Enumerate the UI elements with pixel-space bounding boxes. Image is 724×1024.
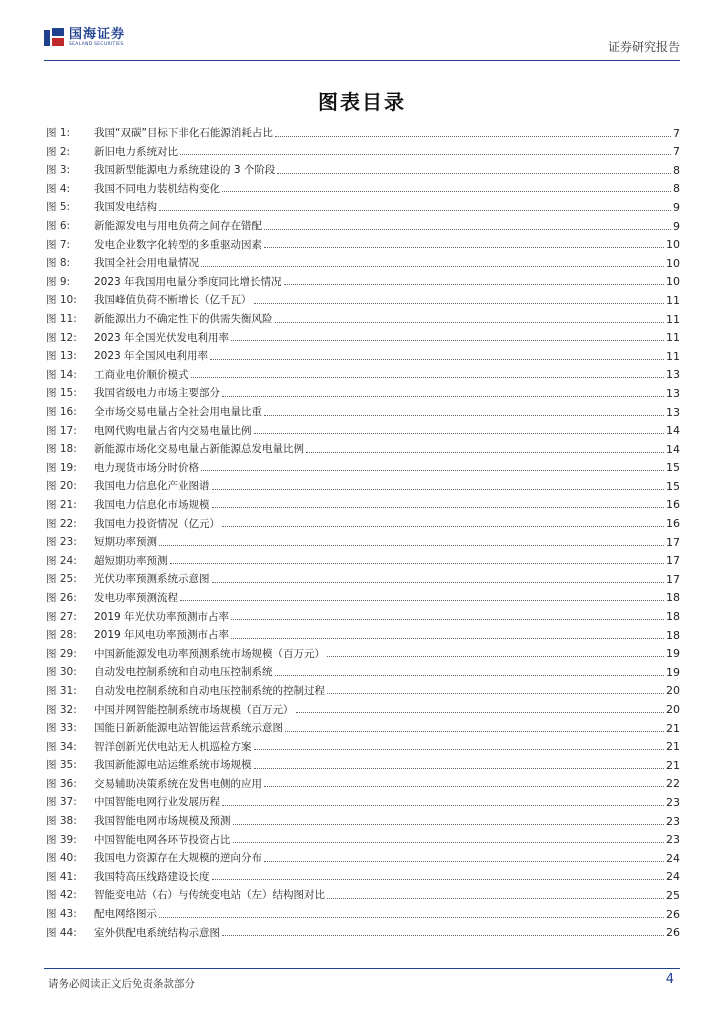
toc-figure-number: 图 39: — [46, 833, 77, 846]
toc-figure-number: 图 36: — [46, 777, 77, 790]
toc-figure-number: 图 40: — [46, 852, 77, 865]
toc-entry[interactable] — [46, 399, 680, 418]
toc-figure-number: 图 21: — [46, 498, 77, 511]
toc-entry[interactable] — [46, 120, 680, 139]
toc-page-number: 20 — [666, 703, 680, 716]
toc-caption: 新能源发电与用电负荷之间存在错配 — [94, 220, 262, 233]
toc-caption: 2023 年全国光伏发电利用率 — [94, 331, 230, 344]
footer-divider — [44, 968, 680, 969]
toc-page-number: 11 — [666, 331, 680, 345]
toc-page-number: 21 — [666, 721, 680, 735]
company-logo — [44, 28, 125, 48]
toc-figure-number: 图 41: — [46, 870, 77, 883]
toc-figure-number: 图 29: — [46, 647, 77, 660]
toc-figure-number: 图 25: — [46, 573, 77, 586]
toc-entry[interactable] — [46, 306, 680, 325]
toc-page-number: 15 — [666, 479, 680, 493]
toc-caption: 2023 年我国用电量分季度同比增长情况 — [94, 275, 282, 288]
figure-table-of-contents — [46, 120, 680, 938]
toc-entry[interactable] — [46, 250, 680, 269]
toc-entry[interactable] — [46, 901, 680, 920]
toc-page-number: 25 — [666, 888, 680, 902]
toc-caption: 智洋创新光伏电站无人机巡检方案 — [94, 740, 252, 753]
toc-figure-number: 图 9: — [46, 275, 71, 288]
toc-entry[interactable] — [46, 771, 680, 790]
toc-leader-dots — [275, 674, 665, 676]
toc-entry[interactable] — [46, 380, 680, 399]
toc-figure-number: 图 14: — [46, 368, 77, 381]
toc-figure-number: 图 13: — [46, 350, 77, 363]
toc-leader-dots — [264, 414, 664, 416]
toc-entry[interactable] — [46, 789, 680, 808]
toc-caption: 2019 年光伏功率预测市占率 — [94, 610, 230, 623]
toc-leader-dots — [210, 358, 664, 360]
toc-caption: 中国并网智能控制系统市场规模（百万元） — [94, 703, 294, 716]
toc-caption: 全市场交易电量占全社会用电量比重 — [94, 406, 262, 418]
toc-caption: 新能源市场化交易电量占新能源总发电量比例 — [94, 443, 304, 456]
toc-page-number: 24 — [666, 851, 680, 865]
toc-leader-dots — [254, 767, 665, 769]
toc-figure-number: 图 18: — [46, 443, 77, 456]
toc-caption: 短期功率预测 — [94, 536, 157, 549]
toc-entry[interactable] — [46, 232, 680, 251]
toc-page-number: 11 — [666, 312, 680, 326]
toc-entry[interactable] — [46, 827, 680, 846]
toc-figure-number: 图 15: — [46, 387, 77, 400]
toc-caption: 我国新型能源电力系统建设的 3 个阶段 — [94, 164, 276, 177]
toc-figure-number: 图 34: — [46, 740, 77, 753]
toc-figure-number: 图 1: — [46, 127, 71, 140]
toc-figure-number: 图 10: — [46, 294, 77, 307]
toc-figure-number: 图 3: — [46, 164, 71, 177]
toc-entry[interactable] — [46, 176, 680, 195]
toc-caption: 我国发电结构 — [94, 201, 157, 214]
toc-page-number: 19 — [666, 665, 680, 679]
toc-leader-dots — [180, 599, 664, 601]
toc-page-number: 9 — [673, 219, 680, 233]
toc-entry[interactable] — [46, 473, 680, 492]
toc-entry[interactable] — [46, 715, 680, 734]
toc-page-number: 24 — [666, 870, 680, 884]
toc-figure-number: 图 37: — [46, 796, 77, 809]
toc-page-number: 23 — [666, 795, 680, 809]
toc-entry[interactable] — [46, 603, 680, 622]
toc-leader-dots — [191, 376, 665, 378]
toc-figure-number: 图 26: — [46, 591, 77, 604]
toc-leader-dots — [285, 730, 664, 732]
toc-entry[interactable] — [46, 157, 680, 176]
toc-page-number: 16 — [666, 517, 680, 531]
toc-figure-number: 图 43: — [46, 908, 77, 921]
toc-figure-number: 图 20: — [46, 480, 77, 493]
toc-caption: 我国不同电力装机结构变化 — [94, 182, 220, 195]
toc-page-number: 8 — [673, 163, 680, 177]
toc-caption: 新能源出力不确定性下的供需失衡风险 — [94, 313, 273, 326]
toc-leader-dots — [264, 860, 664, 862]
toc-leader-dots — [231, 637, 664, 639]
toc-figure-number: 图 22: — [46, 517, 77, 530]
toc-leader-dots — [222, 190, 671, 192]
toc-figure-number: 图 31: — [46, 684, 77, 697]
toc-page-number: 23 — [666, 833, 680, 847]
toc-entry[interactable] — [46, 343, 680, 362]
toc-entry[interactable] — [46, 659, 680, 678]
toc-page-number: 16 — [666, 498, 680, 512]
toc-leader-dots — [222, 395, 664, 397]
toc-leader-dots — [284, 283, 664, 285]
footer-disclaimer: 请务必阅读正文后免责条款部分 — [48, 978, 195, 990]
toc-figure-number: 图 27: — [46, 610, 77, 623]
toc-caption: 室外供配电系统结构示意图 — [94, 926, 220, 939]
toc-caption: 中国智能电网行业发展历程 — [94, 796, 220, 809]
toc-figure-number: 图 24: — [46, 554, 77, 567]
toc-caption: 我国峰值负荷不断增长（亿千瓦） — [94, 294, 252, 307]
toc-figure-number: 图 33: — [46, 722, 77, 735]
toc-caption: 电力现货市场分时价格 — [94, 461, 199, 474]
toc-entry[interactable] — [46, 362, 680, 381]
toc-caption: 国能日新新能源电站智能运营系统示意图 — [94, 722, 283, 735]
toc-figure-number: 图 42: — [46, 889, 77, 902]
toc-page-number: 17 — [666, 554, 680, 568]
toc-leader-dots — [327, 897, 664, 899]
toc-figure-number: 图 17: — [46, 424, 77, 437]
toc-caption: 我国电力资源存在大规模的逆向分布 — [94, 852, 262, 865]
toc-page-number: 19 — [666, 647, 680, 661]
toc-entry[interactable] — [46, 622, 680, 641]
toc-page-number: 26 — [666, 926, 680, 940]
toc-page-number: 8 — [673, 182, 680, 196]
toc-page-number: 15 — [666, 461, 680, 475]
toc-entry[interactable] — [46, 269, 680, 288]
toc-page-number: 14 — [666, 424, 680, 438]
toc-leader-dots — [231, 339, 664, 341]
toc-caption: 2019 年风电功率预测市占率 — [94, 629, 230, 642]
toc-leader-dots — [264, 228, 671, 230]
toc-entry[interactable] — [46, 548, 680, 567]
toc-entry[interactable] — [46, 920, 680, 939]
toc-figure-number: 图 6: — [46, 220, 71, 233]
toc-leader-dots — [212, 488, 665, 490]
toc-page-number: 21 — [666, 758, 680, 772]
toc-page-number: 10 — [666, 238, 680, 252]
toc-entry[interactable] — [46, 213, 680, 232]
toc-caption: 中国新能源发电功率预测系统市场规模（百万元） — [94, 647, 325, 660]
toc-figure-number: 图 32: — [46, 703, 77, 716]
toc-figure-number: 图 30: — [46, 666, 77, 679]
toc-figure-number: 图 2: — [46, 145, 71, 158]
toc-figure-number: 图 23: — [46, 536, 77, 549]
toc-leader-dots — [254, 432, 665, 434]
toc-entry[interactable] — [46, 752, 680, 771]
toc-caption: 我国电力投资情况（亿元） — [94, 517, 220, 530]
toc-leader-dots — [264, 785, 664, 787]
toc-caption: 新旧电力系统对比 — [94, 145, 178, 158]
toc-entry[interactable] — [46, 864, 680, 883]
toc-page-number: 11 — [666, 293, 680, 307]
toc-entry[interactable] — [46, 194, 680, 213]
toc-entry[interactable] — [46, 492, 680, 511]
toc-leader-dots — [159, 544, 664, 546]
toc-entry[interactable] — [46, 734, 680, 753]
toc-entry[interactable] — [46, 585, 680, 604]
toc-caption: 我国特高压线路建设长度 — [94, 870, 210, 883]
logo-mark-icon — [44, 28, 64, 48]
toc-caption: 自动发电控制系统和自动电压控制系统 — [94, 666, 273, 679]
toc-entry[interactable] — [46, 882, 680, 901]
toc-page-number: 23 — [666, 814, 680, 828]
toc-leader-dots — [275, 321, 665, 323]
toc-leader-dots — [180, 153, 671, 155]
toc-figure-number: 图 19: — [46, 461, 77, 474]
report-type-label: 证券研究报告 — [607, 40, 680, 54]
toc-leader-dots — [212, 506, 665, 508]
toc-leader-dots — [222, 804, 664, 806]
toc-figure-number: 图 7: — [46, 238, 71, 251]
toc-page-number: 26 — [666, 907, 680, 921]
toc-leader-dots — [159, 916, 664, 918]
toc-page-number: 18 — [666, 591, 680, 605]
toc-caption: 我国新能源电站运维系统市场规模 — [94, 759, 252, 772]
toc-entry[interactable] — [46, 566, 680, 585]
toc-leader-dots — [222, 934, 664, 936]
toc-figure-number: 图 44: — [46, 926, 77, 939]
toc-leader-dots — [212, 581, 665, 583]
page-number: 4 — [665, 972, 674, 987]
toc-page-number: 13 — [666, 368, 680, 382]
logo-name-en: SEALAND SECURITIES — [69, 42, 124, 48]
toc-caption: 我国智能电网市场规模及预测 — [94, 815, 231, 828]
toc-leader-dots — [170, 562, 665, 564]
toc-figure-number: 图 12: — [46, 331, 77, 344]
page-header — [44, 28, 680, 62]
toc-page-number: 10 — [666, 256, 680, 270]
toc-caption: 我国全社会用电量情况 — [94, 257, 199, 270]
toc-leader-dots — [277, 172, 671, 174]
toc-leader-dots — [201, 469, 664, 471]
toc-page-number: 9 — [673, 200, 680, 214]
toc-caption: 交易辅助决策系统在发售电侧的应用 — [94, 777, 262, 790]
toc-leader-dots — [212, 878, 665, 880]
toc-caption: 我国省级电力市场主要部分 — [94, 387, 220, 400]
toc-page-number: 18 — [666, 610, 680, 624]
toc-leader-dots — [254, 302, 665, 304]
toc-page-number: 21 — [666, 740, 680, 754]
toc-entry[interactable] — [46, 139, 680, 158]
toc-caption: 超短期功率预测 — [94, 554, 168, 567]
toc-leader-dots — [327, 655, 664, 657]
toc-page-number: 13 — [666, 386, 680, 400]
toc-leader-dots — [222, 525, 664, 527]
toc-page-number: 20 — [666, 684, 680, 698]
toc-leader-dots — [201, 265, 664, 267]
toc-figure-number: 图 8: — [46, 257, 71, 270]
toc-page-number: 14 — [666, 442, 680, 456]
toc-entry[interactable] — [46, 510, 680, 529]
toc-caption: 2023 年全国风电利用率 — [94, 350, 209, 363]
toc-caption: 电网代购电量占省内交易电量比例 — [94, 424, 252, 437]
toc-page-number: 17 — [666, 572, 680, 586]
toc-caption: 光伏功率预测系统示意图 — [94, 573, 210, 586]
toc-page-number: 22 — [666, 777, 680, 791]
toc-figure-number: 图 38: — [46, 815, 77, 828]
toc-leader-dots — [159, 209, 671, 211]
toc-entry[interactable] — [46, 325, 680, 344]
toc-leader-dots — [254, 748, 665, 750]
toc-entry[interactable] — [46, 455, 680, 474]
toc-page-number: 17 — [666, 535, 680, 549]
toc-figure-number: 图 35: — [46, 759, 77, 772]
toc-page-number: 7 — [673, 126, 680, 140]
toc-page-number: 10 — [666, 275, 680, 289]
header-divider — [44, 60, 680, 61]
toc-page-number: 13 — [666, 405, 680, 419]
toc-caption: 发电企业数字化转型的多重驱动因素 — [94, 238, 262, 251]
page-title: 图表目录 — [318, 90, 406, 114]
toc-figure-number: 图 11: — [46, 313, 77, 326]
toc-leader-dots — [275, 135, 671, 137]
toc-entry[interactable] — [46, 845, 680, 864]
toc-entry[interactable] — [46, 418, 680, 437]
logo-name-cn: 国海证券 — [69, 27, 126, 43]
toc-caption: 我国电力信息化产业图谱 — [94, 480, 210, 493]
toc-leader-dots — [306, 451, 664, 453]
toc-entry[interactable] — [46, 436, 680, 455]
toc-entry[interactable] — [46, 641, 680, 660]
toc-caption: 我国电力信息化市场规模 — [94, 498, 210, 511]
toc-leader-dots — [231, 618, 664, 620]
toc-figure-number: 图 16: — [46, 406, 77, 418]
toc-entry[interactable] — [46, 696, 680, 715]
toc-caption: 中国智能电网各环节投资占比 — [94, 833, 231, 846]
toc-page-number: 7 — [673, 145, 680, 159]
toc-entry[interactable] — [46, 287, 680, 306]
toc-leader-dots — [327, 692, 664, 694]
toc-leader-dots — [233, 823, 665, 825]
toc-page-number: 18 — [666, 628, 680, 642]
toc-entry[interactable] — [46, 678, 680, 697]
toc-caption: 自动发电控制系统和自动电压控制系统的控制过程 — [94, 684, 325, 697]
toc-entry[interactable] — [46, 529, 680, 548]
toc-caption: 智能变电站（右）与传统变电站（左）结构图对比 — [94, 889, 325, 902]
toc-leader-dots — [233, 841, 665, 843]
toc-entry[interactable] — [46, 808, 680, 827]
toc-leader-dots — [296, 711, 665, 713]
toc-caption: 发电功率预测流程 — [94, 591, 178, 604]
toc-figure-number: 图 28: — [46, 629, 77, 642]
toc-figure-number: 图 5: — [46, 201, 71, 214]
toc-leader-dots — [264, 246, 664, 248]
toc-caption: 我国“双碳”目标下非化石能源消耗占比 — [94, 127, 273, 140]
toc-caption: 配电网络图示 — [94, 908, 157, 921]
toc-figure-number: 图 4: — [46, 182, 71, 195]
toc-page-number: 11 — [666, 349, 680, 363]
toc-caption: 工商业电价顺价模式 — [94, 368, 189, 381]
